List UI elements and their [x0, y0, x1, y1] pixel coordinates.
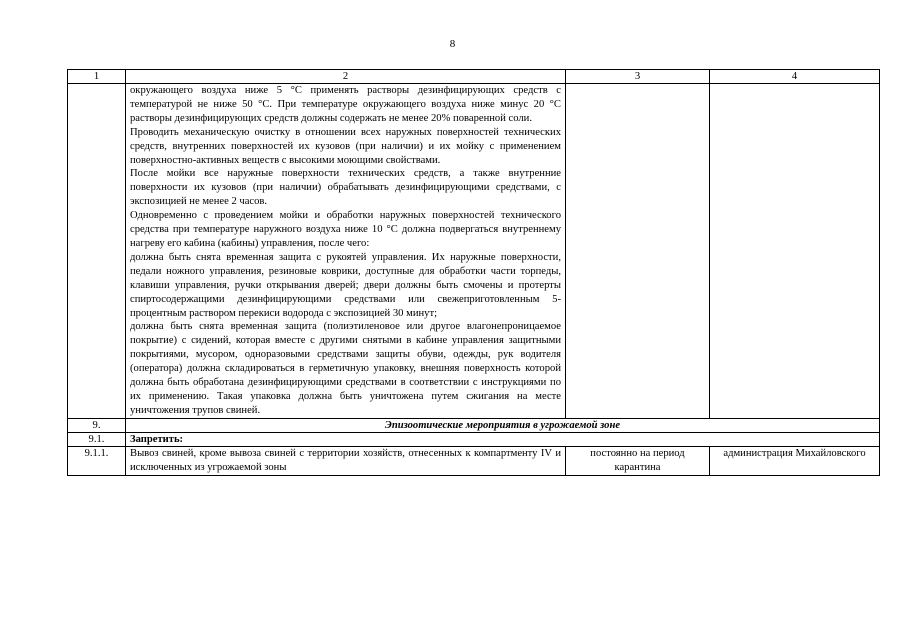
continued-measure-row — [68, 84, 880, 419]
section-row — [68, 418, 880, 432]
empty-responsible-cell — [710, 84, 880, 419]
column-number-row — [68, 70, 880, 84]
item-text-paragraph: Вывоз свиней, кроме вывоза свиней с территории хозяйств, отнесенных к компартменту IV и исключенных из угрожаемой зоны — [130, 447, 561, 473]
empty-term-cell — [566, 84, 710, 419]
paragraph: должна быть снята временная защита (полиэтиленовое или другое влагонепроницаемое покрытие) с сидений, которая вместе с другими снятыми в кабине управления защитными покрытиями, мусором, одноразовыми средствами защиты обуви, одежды, рук водителя (оператора) должна складироваться в герметичную упаковку, внешняя поверхность которой должна быть обработана дезинфицирующими средствами в соответствии с инструкциями по их применению. Такая упаковка должна быть уничтожена путем сжигания на месте уничтожения трупов свиней. — [130, 321, 561, 416]
subsection-number: 9.1. — [68, 432, 126, 446]
continued-measure-text — [126, 84, 566, 419]
subsection-row — [68, 432, 880, 446]
paragraph: должна быть снята временная защита с рукоятей управления. Их наружные поверхности, педали ножного управления, резиновые коврики, доступные для обработки части торпеды, клавиши управления, ручки открывания дверей; двери должны быть смочены и протерты спиртосодержащими дезинфицирующими средствами или свежеприготовленным 5-процентным раствором перекиси водорода с экспозицией 30 минут; — [130, 251, 561, 319]
empty-number-cell — [68, 84, 126, 419]
item-term: постоянно на период карантина — [566, 446, 710, 475]
paragraph: Проводить механическую очистку в отношении всех наружных поверхностей технических средств, внутренних поверхностей их кузовов (при наличии) и их мойку с применением поверхностно-активных веществ с высокими моющими свойствами. — [130, 126, 561, 166]
measures-table — [67, 69, 880, 476]
section-title: Эпизоотические мероприятия в угрожаемой зоне — [126, 418, 880, 432]
column-number-2: 2 — [126, 70, 566, 84]
item-number: 9.1.1. — [68, 446, 126, 475]
paragraph: Одновременно с проведением мойки и обработки наружных поверхностей технического средства при температуре наружного воздуха ниже 10 °С должна подвергаться внутреннему нагреву его кабина (кабины) управления, после чего: — [130, 210, 561, 249]
item-row — [68, 446, 880, 475]
section-number: 9. — [68, 418, 126, 432]
subsection-title: Запретить: — [126, 432, 880, 446]
column-number-3: 3 — [566, 70, 710, 84]
paragraph: После мойки все наружные поверхности технических средств, а также внутренние поверхности их кузовов (при наличии) обрабатывать дезинфицирующими средствами, с экспозицией не менее 2 часов. — [130, 168, 561, 208]
column-number-1: 1 — [68, 70, 126, 84]
item-responsible: администрация Михайловского — [710, 446, 880, 475]
item-text — [126, 446, 566, 475]
page-number: 8 — [449, 38, 456, 50]
column-number-4: 4 — [710, 70, 880, 84]
paragraph: окружающего воздуха ниже 5 °С применять растворы дезинфицирующих средств с температурой не ниже 50 °С. При температуре окружающего воздуха ниже минус 20 °С растворы дезинфицирующих средств должны содержать не менее 20% поваренной соли. — [130, 85, 561, 124]
